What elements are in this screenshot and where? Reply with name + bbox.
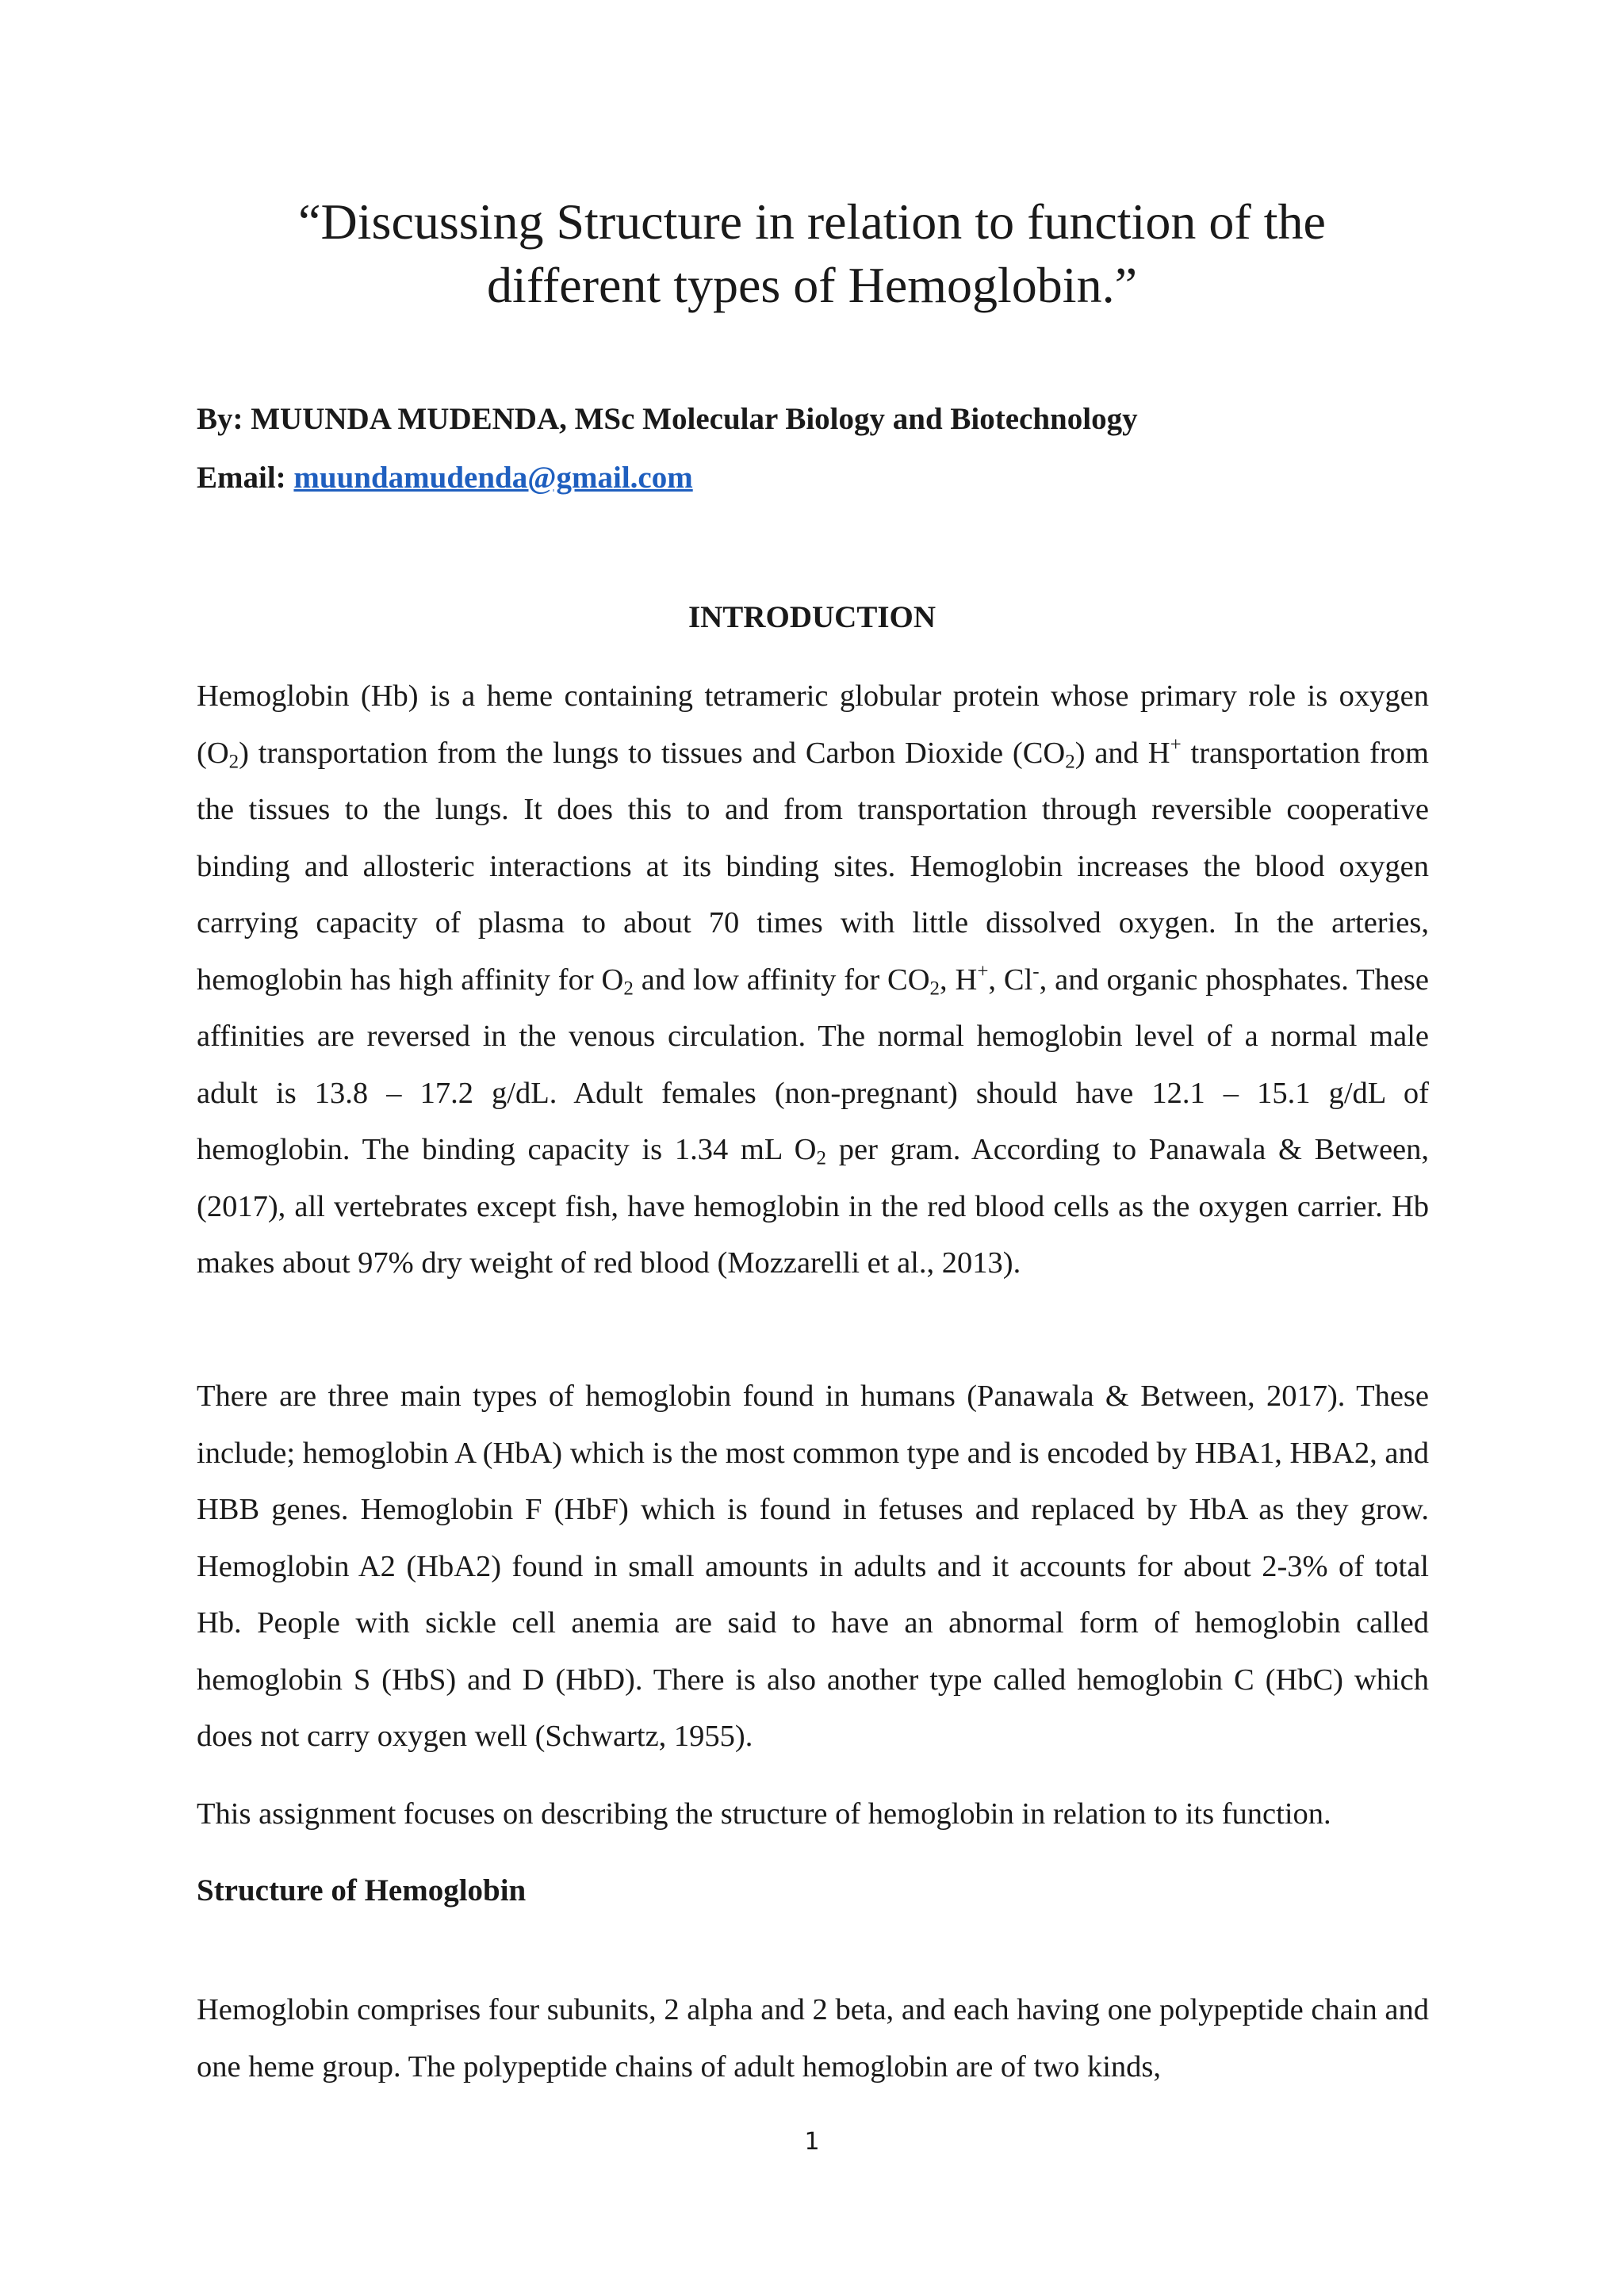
subscript: 2 (623, 977, 634, 999)
text-run: and low affinity for CO (633, 962, 930, 997)
intro-paragraph-2: There are three main types of hemoglobin found in humans (Panawala & Between, 2017). These include; hemoglobin A (HbA) which is the most common type and is encoded by HBA1, HBA2, and HBB genes. Hemoglobin F (HbF) which is found in fetuses and replaced by HbA as they grow. Hemoglobin A2 (HbA2) found in small amounts in adults and it accounts for about 2-3% of total Hb. People with sickle cell anemia are said to have an abnormal form of hemoglobin called hemoglobin S (HbS) and D (HbD). There is also another type called hemoglobin C (HbC) which does not carry oxygen well (Schwartz, 1955). (197, 1380, 1429, 1753)
structure-paragraph-1: Hemoglobin comprises four subunits, 2 alpha and 2 beta, and each having one polypeptide chain and one heme group. The polypeptide chains of adult hemoglobin are of two kinds, (197, 1993, 1429, 2084)
text-run: ) and H (1074, 736, 1170, 770)
text-run: , Cl (988, 962, 1033, 997)
email-link[interactable]: muundamudenda@gmail.com (293, 461, 693, 495)
email-line (197, 460, 693, 496)
text-run: transportation from the tissues to the lungs. It does this to and from transportation through reversible cooperative binding and allosteric interactions at its binding sites. Hemoglobin increases the blood oxygen carrying capacity of plasma to about 70 times with little dissolved oxygen. In the arteries, hemoglobin has high affinity for O (197, 736, 1429, 997)
subscript: 2 (929, 977, 940, 999)
subscript: 2 (228, 750, 239, 772)
subscript: 2 (816, 1147, 827, 1169)
text-run: per gram. According to Panawala & Between, (2017), all vertebrates except fish, have hemoglobin in the red blood cells as the oxygen carrier. Hb makes about 97% dry weight of red blood (Mozzarelli et al., 2013). (197, 1133, 1429, 1280)
text-run: ) transportation from the lungs to tissues and Carbon Dioxide (CO (239, 736, 1066, 770)
document-title (159, 190, 1465, 317)
page-number: 1 (804, 2128, 820, 2156)
text-run: , and organic phosphates. These affinities are reversed in the venous circulation. The normal hemoglobin level of a normal male adult is 13.8 – 17.2 g/dL. Adult females (non-pregnant) should have 12.1 – 15.1 g/dL of hemoglobin. The binding capacity is 1.34 mL O (197, 962, 1429, 1166)
superscript: + (977, 960, 989, 982)
title-line-2: different types of Hemoglobin.” (487, 257, 1137, 313)
structure-heading: Structure of Hemoglobin (197, 1873, 527, 1908)
superscript: - (1032, 960, 1040, 982)
introduction-heading: INTRODUCTION (688, 600, 936, 634)
title-line-1: “Discussing Structure in relation to function of the (298, 193, 1326, 250)
email-label: Email: (197, 461, 286, 495)
intro-paragraph-1 (197, 668, 1429, 1292)
text-run: , H (940, 962, 978, 997)
superscript: + (1170, 733, 1182, 756)
intro-paragraph-3: This assignment focuses on describing the structure of hemoglobin in relation to its function. (197, 1797, 1331, 1831)
text-run: Hemoglobin (Hb) is a heme containing tetrameric globular protein whose primary role is oxygen (O (197, 679, 1429, 770)
subscript: 2 (1065, 750, 1075, 772)
author-byline: By: MUUNDA MUDENDA, MSc Molecular Biology and Biotechnology (197, 402, 1138, 436)
